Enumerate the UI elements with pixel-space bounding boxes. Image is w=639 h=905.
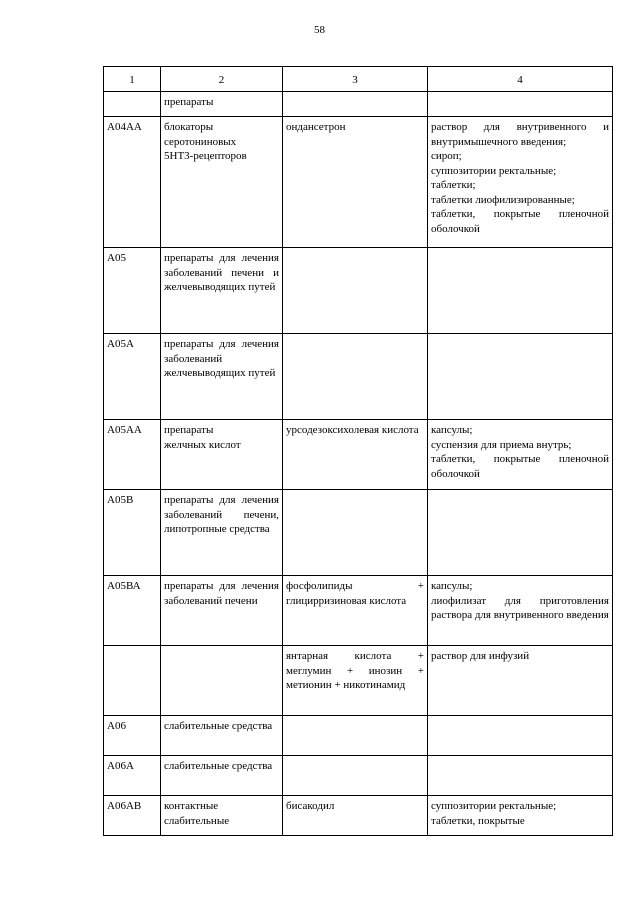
dosage-forms-cell: капсулы; лиофилизат для приготовления раствора для внутривенного введения	[428, 576, 613, 646]
atc-code-cell: А05А	[104, 334, 161, 420]
table-row	[104, 756, 613, 796]
group-cell: слабительные средства	[161, 716, 283, 756]
substance-cell: ондансетрон	[283, 117, 428, 248]
dosage-forms-cell	[428, 248, 613, 334]
table-row	[104, 646, 613, 716]
substance-cell	[283, 248, 428, 334]
substance-cell: фосфолипиды + глицирризиновая кислота	[283, 576, 428, 646]
atc-code-cell	[104, 646, 161, 716]
group-cell: препараты для лечения заболеваний печени, липотропные средства	[161, 490, 283, 576]
substance-cell: урсодезоксихолевая кислота	[283, 420, 428, 490]
table-header-row	[104, 67, 613, 92]
atc-code-cell: А05	[104, 248, 161, 334]
atc-code-cell	[104, 92, 161, 117]
atc-code-cell: А05АА	[104, 420, 161, 490]
substance-cell: янтарная кислота + меглумин + инозин + метионин + никотинамид	[283, 646, 428, 716]
drug-table	[103, 66, 613, 836]
dosage-forms-cell	[428, 92, 613, 117]
substance-cell	[283, 716, 428, 756]
substance-cell	[283, 756, 428, 796]
atc-code-cell: А06	[104, 716, 161, 756]
dosage-forms-cell: суппозитории ректальные; таблетки, покрытые	[428, 796, 613, 836]
atc-code-cell: А06АВ	[104, 796, 161, 836]
table-row	[104, 248, 613, 334]
group-cell: блокаторы серотониновых 5НТ3-рецепторов	[161, 117, 283, 248]
table-row	[104, 490, 613, 576]
atc-code-cell: А05ВА	[104, 576, 161, 646]
table-row	[104, 92, 613, 117]
dosage-forms-cell: капсулы; суспензия для приема внутрь; таблетки, покрытые пленочной оболочкой	[428, 420, 613, 490]
dosage-forms-cell	[428, 756, 613, 796]
table-row	[104, 420, 613, 490]
page-number: 58	[314, 24, 325, 36]
column-header: 4	[428, 67, 613, 92]
group-cell: препараты для лечения заболеваний печени	[161, 576, 283, 646]
dosage-forms-cell: раствор для инфузий	[428, 646, 613, 716]
group-cell	[161, 646, 283, 716]
column-header: 2	[161, 67, 283, 92]
group-cell: препараты желчных кислот	[161, 420, 283, 490]
group-cell: препараты для лечения заболеваний желчевыводящих путей	[161, 334, 283, 420]
dosage-forms-cell: раствор для внутривенного и внутримышечного введения; сироп; суппозитории ректальные; таблетки; таблетки лиофилизированные; таблетки, покрытые пленочной оболочкой	[428, 117, 613, 248]
dosage-forms-cell	[428, 490, 613, 576]
group-cell: слабительные средства	[161, 756, 283, 796]
column-header: 1	[104, 67, 161, 92]
table-row	[104, 716, 613, 756]
group-cell: препараты	[161, 92, 283, 117]
atc-code-cell: А05В	[104, 490, 161, 576]
substance-cell: бисакодил	[283, 796, 428, 836]
substance-cell	[283, 490, 428, 576]
atc-code-cell: А06А	[104, 756, 161, 796]
substance-cell	[283, 92, 428, 117]
table-row	[104, 117, 613, 248]
dosage-forms-cell	[428, 334, 613, 420]
table-row	[104, 576, 613, 646]
table-row	[104, 796, 613, 836]
table-row	[104, 334, 613, 420]
substance-cell	[283, 334, 428, 420]
atc-code-cell: А04АА	[104, 117, 161, 248]
dosage-forms-cell	[428, 716, 613, 756]
column-header: 3	[283, 67, 428, 92]
group-cell: контактные слабительные	[161, 796, 283, 836]
group-cell: препараты для лечения заболеваний печени и желчевыводящих путей	[161, 248, 283, 334]
